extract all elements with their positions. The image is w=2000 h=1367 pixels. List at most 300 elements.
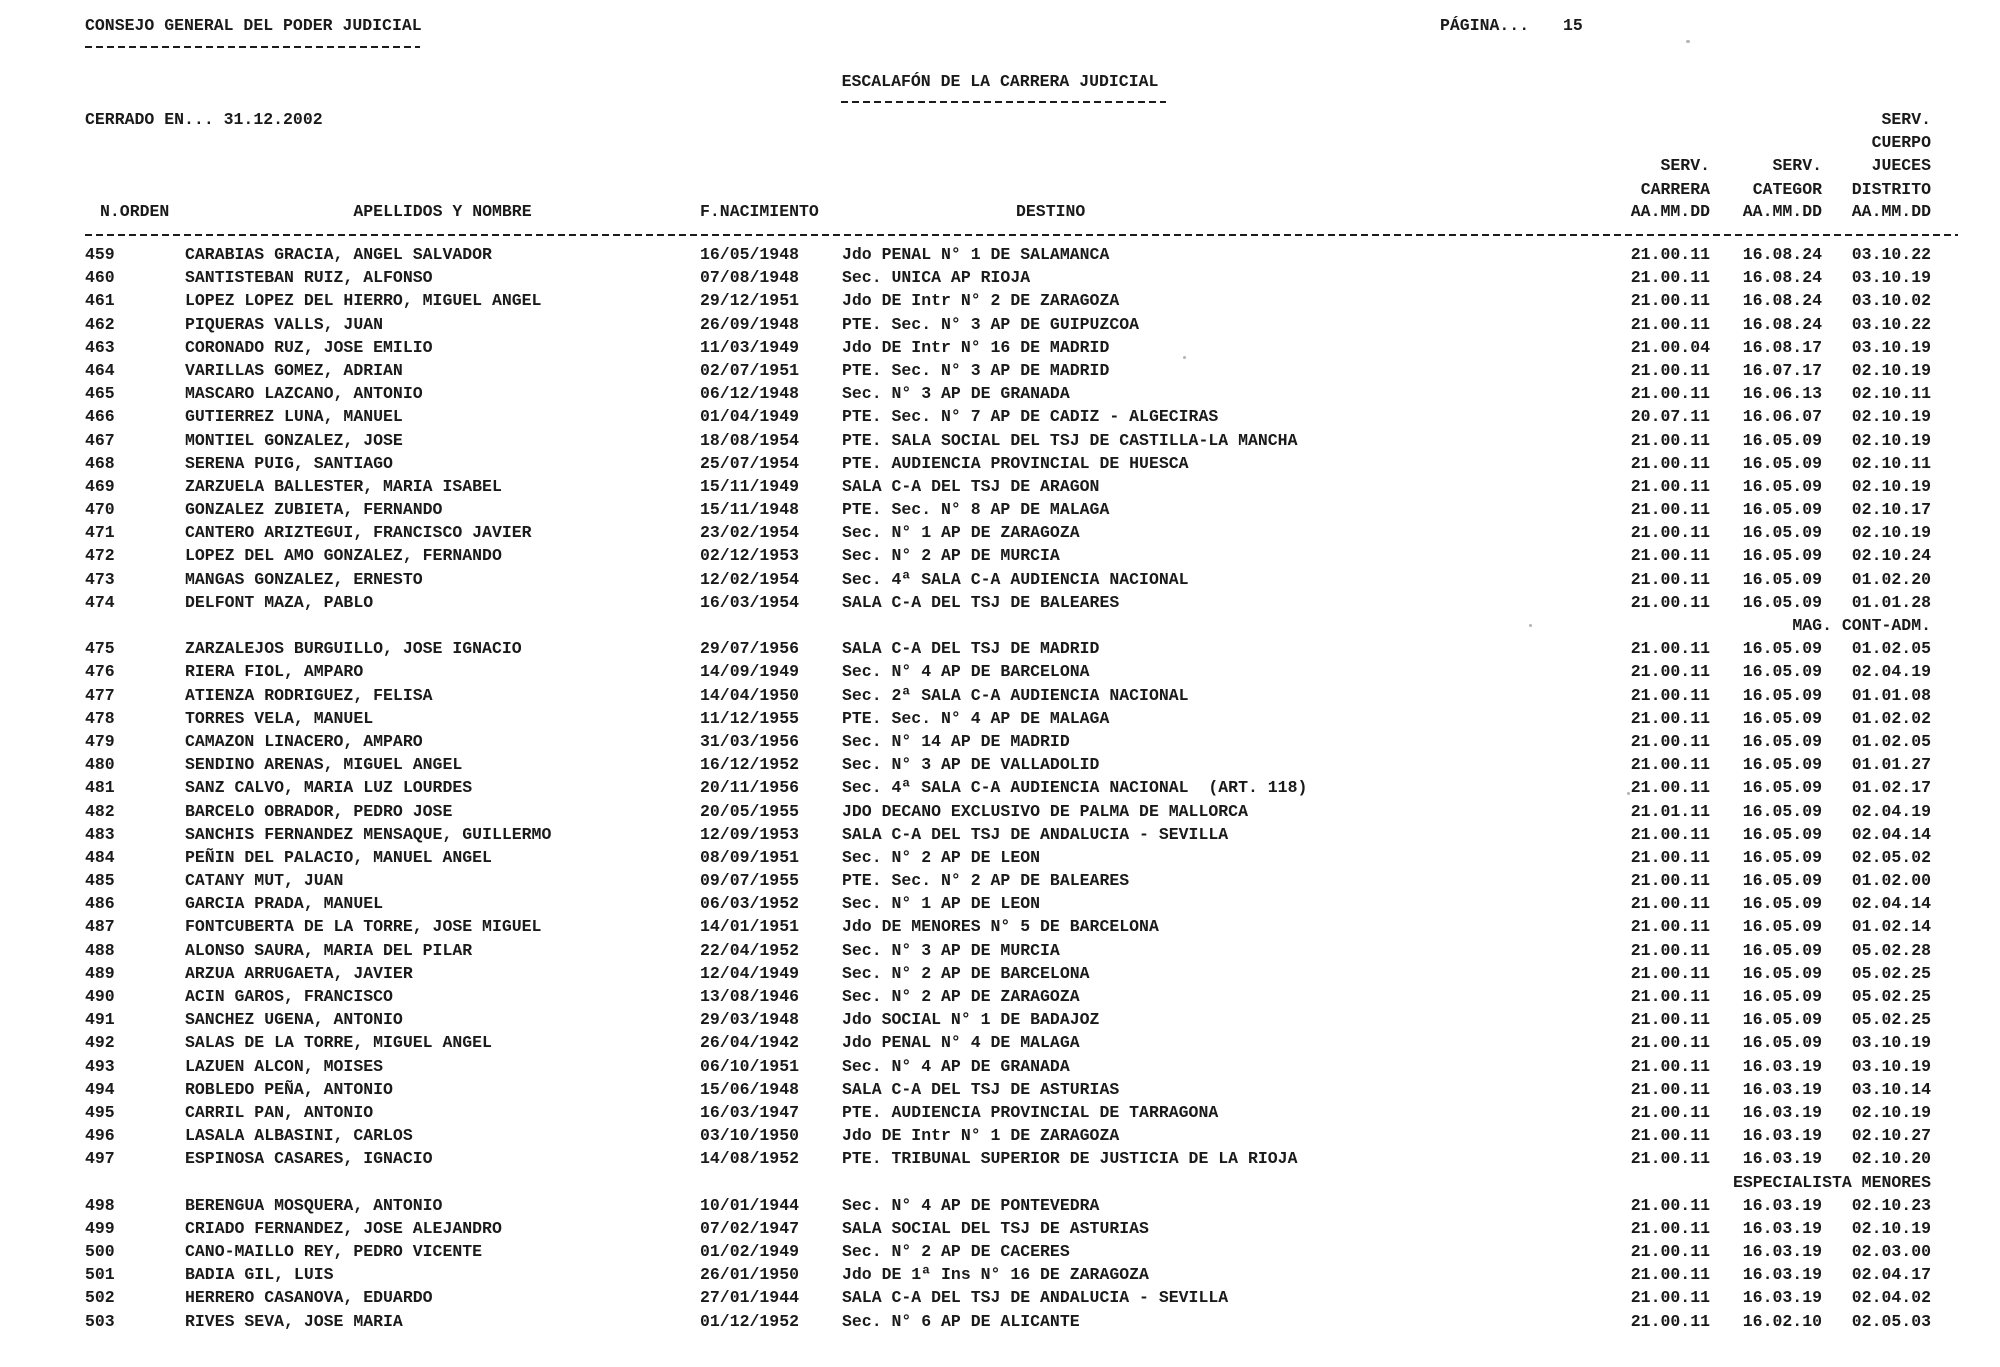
destination-cell: Sec. N° 2 AP DE BARCELONA xyxy=(842,963,1090,983)
serv-carrera-cell: 21.00.11 xyxy=(1630,245,1710,264)
document-title-underline xyxy=(841,101,1166,103)
serv-carrera-cell: 21.00.11 xyxy=(1630,1311,1710,1331)
serv-categor-cell: 16.05.09 xyxy=(1742,476,1822,496)
serv-carrera-cell: 21.00.11 xyxy=(1630,871,1710,891)
table-row xyxy=(85,359,1960,382)
birthdate-cell: 23/02/1954 xyxy=(700,523,800,543)
serv-carrera-cell: 21.00.11 xyxy=(1630,1218,1710,1238)
scan-artifact xyxy=(1627,792,1630,795)
table-row xyxy=(85,1194,1960,1217)
serv-cuerpo-cell: 01.01.28 xyxy=(1851,592,1931,612)
serv-cuerpo-cell: 05.02.25 xyxy=(1851,987,1931,1006)
order-number: 489 xyxy=(85,963,115,983)
serv-cuerpo-cell: 02.10.19 xyxy=(1851,523,1931,543)
order-number: 490 xyxy=(85,987,115,1006)
destination-cell: Sec. N° 4 AP DE GRANADA xyxy=(842,1056,1070,1076)
name-cell: ZARZUELA BALLESTER, MARIA ISABEL xyxy=(185,476,502,496)
serv-carrera-cell: 21.00.11 xyxy=(1630,268,1710,288)
closed-date-label: CERRADO EN... 31.12.2002 xyxy=(85,110,323,129)
name-cell: GARCIA PRADA, MANUEL xyxy=(185,894,384,914)
destination-cell: Jdo PENAL N° 1 DE SALAMANCA xyxy=(842,245,1110,264)
birthdate-cell: 09/07/1955 xyxy=(700,871,800,891)
serv-carrera-cell: 21.00.11 xyxy=(1630,360,1710,380)
header-destino: DESTINO xyxy=(1016,202,1086,221)
order-number: 478 xyxy=(85,708,115,728)
serv-header-line-2 xyxy=(1630,131,1960,154)
order-number: 479 xyxy=(85,731,115,751)
serv-categor-cell: 16.05.09 xyxy=(1742,755,1822,775)
order-number: 496 xyxy=(85,1126,115,1146)
table-row xyxy=(85,846,1960,869)
serv-carrera-cell: 21.00.11 xyxy=(1630,639,1710,659)
serv-carrera-cell: 21.00.11 xyxy=(1630,523,1710,543)
serv-cuerpo-cell: 02.04.19 xyxy=(1851,801,1931,821)
order-number: 502 xyxy=(85,1288,115,1308)
table-row xyxy=(85,776,1960,799)
serv-cuerpo-cell: 01.02.02 xyxy=(1851,708,1931,728)
birthdate-cell: 08/09/1951 xyxy=(700,847,800,867)
birthdate-cell: 14/01/1951 xyxy=(700,917,800,937)
order-number: 467 xyxy=(85,430,115,450)
order-number: 501 xyxy=(85,1265,115,1285)
scan-artifact xyxy=(1529,624,1532,627)
order-number: 484 xyxy=(85,847,115,867)
serv-categor-cell: 16.05.09 xyxy=(1742,871,1822,891)
group-label-row: ESPECIALISTA MENORES xyxy=(1732,1172,1931,1192)
name-cell: PEÑIN DEL PALACIO, MANUEL ANGEL xyxy=(185,847,492,867)
birthdate-cell: 11/03/1949 xyxy=(700,337,800,357)
destination-cell: Sec. N° 2 AP DE MURCIA xyxy=(842,546,1060,566)
table-row xyxy=(85,1310,1960,1333)
serv-carrera-cell: 21.00.11 xyxy=(1630,778,1710,798)
order-number: 497 xyxy=(85,1149,115,1169)
serv-carrera-cell: 21.00.11 xyxy=(1630,500,1710,520)
serv-categor-cell: 16.03.19 xyxy=(1742,1288,1822,1308)
birthdate-cell: 27/01/1944 xyxy=(700,1288,800,1308)
serv-header-label: SERV. xyxy=(1660,156,1710,176)
name-cell: ARZUA ARRUGAETA, JAVIER xyxy=(185,963,413,983)
order-number: 466 xyxy=(85,407,115,427)
order-number: 472 xyxy=(85,546,115,566)
serv-cuerpo-cell: 01.02.14 xyxy=(1851,917,1931,937)
header-aa-mm-dd: AA.MM.DD xyxy=(1742,202,1822,221)
name-cell: CARABIAS GRACIA, ANGEL SALVADOR xyxy=(185,245,492,264)
birthdate-cell: 07/02/1947 xyxy=(700,1218,800,1238)
serv-cuerpo-cell: 01.02.17 xyxy=(1851,778,1931,798)
serv-categor-cell: 16.05.09 xyxy=(1742,940,1822,960)
serv-categor-cell: 16.06.13 xyxy=(1742,384,1822,404)
destination-cell: PTE. Sec. N° 8 AP DE MALAGA xyxy=(842,500,1110,520)
birthdate-cell: 16/12/1952 xyxy=(700,755,800,775)
serv-cuerpo-cell: 02.10.19 xyxy=(1851,430,1931,450)
serv-carrera-cell: 21.00.11 xyxy=(1630,430,1710,450)
serv-categor-cell: 16.05.09 xyxy=(1742,453,1822,473)
serv-carrera-cell: 21.00.11 xyxy=(1630,987,1710,1006)
birthdate-cell: 02/12/1953 xyxy=(700,546,800,566)
destination-cell: PTE. AUDIENCIA PROVINCIAL DE TARRAGONA xyxy=(842,1102,1219,1122)
name-cell: PIQUERAS VALLS, JUAN xyxy=(185,314,384,334)
serv-categor-cell: 16.05.09 xyxy=(1742,1010,1822,1030)
birthdate-cell: 01/04/1949 xyxy=(700,407,800,427)
destination-cell: Sec. N° 1 AP DE ZARAGOZA xyxy=(842,523,1080,543)
name-cell: SANCHEZ UGENA, ANTONIO xyxy=(185,1010,403,1030)
serv-carrera-cell: 21.00.11 xyxy=(1630,1195,1710,1215)
name-cell: CARRIL PAN, ANTONIO xyxy=(185,1102,374,1122)
destination-cell: PTE. Sec. N° 7 AP DE CADIZ - ALGECIRAS xyxy=(842,407,1219,427)
name-cell: BADIA GIL, LUIS xyxy=(185,1265,334,1285)
header-n-orden: N.ORDEN xyxy=(100,202,170,221)
name-cell: RIVES SEVA, JOSE MARIA xyxy=(185,1311,403,1331)
order-number: 463 xyxy=(85,337,115,357)
serv-cuerpo-cell: 03.10.19 xyxy=(1851,268,1931,288)
serv-cuerpo-cell: 02.04.14 xyxy=(1851,824,1931,844)
serv-carrera-cell: 21.00.11 xyxy=(1630,824,1710,844)
birthdate-cell: 31/03/1956 xyxy=(700,731,800,751)
order-number: 483 xyxy=(85,824,115,844)
serv-cuerpo-cell: 05.02.28 xyxy=(1851,940,1931,960)
serv-categor-cell: 16.05.09 xyxy=(1742,917,1822,937)
serv-cuerpo-cell: 02.10.23 xyxy=(1851,1195,1931,1215)
name-cell: BARCELO OBRADOR, PEDRO JOSE xyxy=(185,801,453,821)
serv-carrera-cell: 21.00.11 xyxy=(1630,1126,1710,1146)
birthdate-cell: 06/12/1948 xyxy=(700,384,800,404)
serv-categor-cell: 16.05.09 xyxy=(1742,801,1822,821)
destination-cell: Jdo DE Intr N° 16 DE MADRID xyxy=(842,337,1110,357)
destination-cell: PTE. Sec. N° 3 AP DE GUIPUZCOA xyxy=(842,314,1140,334)
destination-cell: Jdo SOCIAL N° 1 DE BADAJOZ xyxy=(842,1010,1100,1030)
service-columns-header xyxy=(1630,108,1960,201)
destination-cell: Jdo DE Intr N° 1 DE ZARAGOZA xyxy=(842,1126,1120,1146)
serv-carrera-cell: 21.00.11 xyxy=(1630,384,1710,404)
order-number: 461 xyxy=(85,291,115,311)
serv-categor-cell: 16.05.09 xyxy=(1742,731,1822,751)
table-row xyxy=(85,869,1960,892)
birthdate-cell: 22/04/1952 xyxy=(700,940,800,960)
order-number: 495 xyxy=(85,1102,115,1122)
table-row xyxy=(85,266,1960,289)
order-number: 486 xyxy=(85,894,115,914)
table-row xyxy=(85,637,1960,660)
serv-categor-cell: 16.05.09 xyxy=(1742,778,1822,798)
order-number: 464 xyxy=(85,360,115,380)
serv-carrera-cell: 21.00.11 xyxy=(1630,940,1710,960)
birthdate-cell: 01/12/1952 xyxy=(700,1311,800,1331)
serv-categor-cell: 16.05.09 xyxy=(1742,639,1822,659)
serv-carrera-cell: 21.00.11 xyxy=(1630,1242,1710,1262)
serv-categor-cell: 16.05.09 xyxy=(1742,662,1822,682)
serv-cuerpo-cell: 03.10.22 xyxy=(1851,314,1931,334)
serv-header-label: SERV. xyxy=(1772,156,1822,176)
serv-carrera-cell: 21.00.11 xyxy=(1630,894,1710,914)
serv-carrera-cell: 21.00.11 xyxy=(1630,546,1710,566)
serv-cuerpo-cell: 03.10.19 xyxy=(1851,337,1931,357)
serv-header-label: CUERPO xyxy=(1871,133,1931,153)
birthdate-cell: 03/10/1950 xyxy=(700,1126,800,1146)
order-number: 503 xyxy=(85,1311,115,1331)
name-cell: ROBLEDO PEÑA, ANTONIO xyxy=(185,1079,393,1099)
order-number: 480 xyxy=(85,755,115,775)
destination-cell: Sec. UNICA AP RIOJA xyxy=(842,268,1031,288)
page-label: PÁGINA... xyxy=(1440,16,1530,35)
order-number: 485 xyxy=(85,871,115,891)
destination-cell: Sec. N° 2 AP DE LEON xyxy=(842,847,1041,867)
destination-cell: PTE. TRIBUNAL SUPERIOR DE JUSTICIA DE LA RIOJA xyxy=(842,1149,1298,1169)
serv-carrera-cell: 21.00.11 xyxy=(1630,453,1710,473)
table-row xyxy=(85,1240,1960,1263)
name-cell: SERENA PUIG, SANTIAGO xyxy=(185,453,393,473)
destination-cell: SALA C-A DEL TSJ DE ARAGON xyxy=(842,476,1100,496)
table-row xyxy=(85,475,1960,498)
order-number: 487 xyxy=(85,917,115,937)
destination-cell: JDO DECANO EXCLUSIVO DE PALMA DE MALLORCA xyxy=(842,801,1248,821)
table-row xyxy=(85,962,1960,985)
empty-cell xyxy=(1630,131,1742,154)
birthdate-cell: 26/04/1942 xyxy=(700,1033,800,1053)
serv-header-label: CATEGOR xyxy=(1752,179,1822,199)
serv-cuerpo-cell: 02.10.27 xyxy=(1851,1126,1931,1146)
serv-cuerpo-cell: 03.10.02 xyxy=(1851,291,1931,311)
destination-cell: PTE. Sec. N° 3 AP DE MADRID xyxy=(842,360,1110,380)
order-number: 469 xyxy=(85,476,115,496)
table-row xyxy=(85,544,1960,567)
serv-categor-cell: 16.05.09 xyxy=(1742,430,1822,450)
header-aa-mm-dd: AA.MM.DD xyxy=(1851,202,1931,221)
serv-carrera-cell: 21.00.11 xyxy=(1630,1056,1710,1076)
name-cell: ZARZALEJOS BURGUILLO, JOSE IGNACIO xyxy=(185,639,522,659)
header-apellidos: APELLIDOS Y NOMBRE xyxy=(353,202,532,221)
name-cell: SALAS DE LA TORRE, MIGUEL ANGEL xyxy=(185,1033,492,1053)
empty-cell xyxy=(1742,108,1851,131)
serv-cuerpo-cell: 02.10.19 xyxy=(1851,407,1931,427)
serv-carrera-cell: 21.00.11 xyxy=(1630,917,1710,937)
name-cell: MANGAS GONZALEZ, ERNESTO xyxy=(185,569,423,589)
destination-cell: PTE. AUDIENCIA PROVINCIAL DE HUESCA xyxy=(842,453,1189,473)
table-row xyxy=(85,939,1960,962)
name-cell: LAZUEN ALCON, MOISES xyxy=(185,1056,384,1076)
serv-header-label: SERV. xyxy=(1881,110,1931,129)
serv-carrera-cell: 21.00.11 xyxy=(1630,708,1710,728)
birthdate-cell: 16/03/1947 xyxy=(700,1102,800,1122)
serv-carrera-cell: 21.00.11 xyxy=(1630,314,1710,334)
serv-cuerpo-cell: 01.02.05 xyxy=(1851,731,1931,751)
order-number: 462 xyxy=(85,314,115,334)
serv-cuerpo-cell: 01.01.08 xyxy=(1851,685,1931,705)
birthdate-cell: 14/04/1950 xyxy=(700,685,800,705)
birthdate-cell: 12/04/1949 xyxy=(700,963,800,983)
serv-cuerpo-cell: 02.10.17 xyxy=(1851,500,1931,520)
table-row xyxy=(85,800,1960,823)
serv-cuerpo-cell: 02.04.19 xyxy=(1851,662,1931,682)
document-title: ESCALAFÓN DE LA CARRERA JUDICIAL xyxy=(841,72,1159,91)
name-cell: HERRERO CASANOVA, EDUARDO xyxy=(185,1288,433,1308)
serv-categor-cell: 16.08.24 xyxy=(1742,314,1822,334)
table-row xyxy=(85,1031,1960,1054)
serv-categor-cell: 16.05.09 xyxy=(1742,592,1822,612)
serv-cuerpo-cell: 01.02.05 xyxy=(1851,639,1931,659)
serv-categor-cell: 16.05.09 xyxy=(1742,569,1822,589)
serv-cuerpo-cell: 01.02.20 xyxy=(1851,569,1931,589)
birthdate-cell: 13/08/1946 xyxy=(700,987,800,1006)
serv-cuerpo-cell: 03.10.22 xyxy=(1851,245,1931,264)
destination-cell: SALA C-A DEL TSJ DE MADRID xyxy=(842,639,1100,659)
table-row xyxy=(85,313,1960,336)
table-row xyxy=(85,1286,1960,1309)
serv-header-line-1 xyxy=(1630,108,1960,131)
serv-cuerpo-cell: 02.10.24 xyxy=(1851,546,1931,566)
serv-categor-cell: 16.05.09 xyxy=(1742,987,1822,1006)
birthdate-cell: 06/10/1951 xyxy=(700,1056,800,1076)
table-row xyxy=(85,405,1960,428)
destination-cell: Sec. N° 3 AP DE MURCIA xyxy=(842,940,1060,960)
serv-header-label: DISTRITO xyxy=(1851,179,1931,199)
serv-categor-cell: 16.05.09 xyxy=(1742,963,1822,983)
serv-carrera-cell: 21.00.11 xyxy=(1630,1102,1710,1122)
serv-carrera-cell: 21.00.11 xyxy=(1630,1033,1710,1053)
serv-cuerpo-cell: 05.02.25 xyxy=(1851,1010,1931,1030)
destination-cell: SALA C-A DEL TSJ DE ANDALUCIA - SEVILLA xyxy=(842,1288,1229,1308)
name-cell: ESPINOSA CASARES, IGNACIO xyxy=(185,1149,433,1169)
serv-categor-cell: 16.05.09 xyxy=(1742,500,1822,520)
destination-cell: Sec. N° 6 AP DE ALICANTE xyxy=(842,1311,1080,1331)
serv-carrera-cell: 21.00.11 xyxy=(1630,731,1710,751)
birthdate-cell: 11/12/1955 xyxy=(700,708,800,728)
order-number: 471 xyxy=(85,523,115,543)
serv-categor-cell: 16.05.09 xyxy=(1742,1033,1822,1053)
destination-cell: Sec. N° 3 AP DE VALLADOLID xyxy=(842,755,1100,775)
serv-cuerpo-cell: 01.01.27 xyxy=(1851,755,1931,775)
header-f-nacimiento: F.NACIMIENTO xyxy=(700,202,819,221)
destination-cell: Sec. N° 3 AP DE GRANADA xyxy=(842,384,1070,404)
table-row xyxy=(85,660,1960,683)
table-row xyxy=(85,1263,1960,1286)
serv-categor-cell: 16.05.09 xyxy=(1742,523,1822,543)
serv-carrera-cell: 21.00.11 xyxy=(1630,1079,1710,1099)
birthdate-cell: 29/12/1951 xyxy=(700,291,800,311)
table-row xyxy=(85,753,1960,776)
serv-categor-cell: 16.03.19 xyxy=(1742,1056,1822,1076)
destination-cell: SALA C-A DEL TSJ DE BALEARES xyxy=(842,592,1120,612)
table-row xyxy=(85,892,1960,915)
table-separator-line xyxy=(85,234,1958,236)
serv-carrera-cell: 21.00.11 xyxy=(1630,847,1710,867)
birthdate-cell: 12/02/1954 xyxy=(700,569,800,589)
destination-cell: SALA C-A DEL TSJ DE ASTURIAS xyxy=(842,1079,1120,1099)
serv-categor-cell: 16.08.24 xyxy=(1742,291,1822,311)
serv-categor-cell: 16.03.19 xyxy=(1742,1265,1822,1285)
serv-categor-cell: 16.03.19 xyxy=(1742,1195,1822,1215)
birthdate-cell: 15/11/1949 xyxy=(700,476,800,496)
table-row xyxy=(85,1101,1960,1124)
order-number: 494 xyxy=(85,1079,115,1099)
table-row xyxy=(85,1055,1960,1078)
serv-cuerpo-cell: 03.10.14 xyxy=(1851,1079,1931,1099)
birthdate-cell: 18/08/1954 xyxy=(700,430,800,450)
serv-cuerpo-cell: 02.10.11 xyxy=(1851,384,1931,404)
destination-cell: Sec. N° 2 AP DE ZARAGOZA xyxy=(842,987,1080,1006)
destination-cell: Sec. 2ª SALA C-A AUDIENCIA NACIONAL xyxy=(842,685,1189,705)
order-number: 499 xyxy=(85,1218,115,1238)
empty-cell xyxy=(1742,131,1851,154)
table-row xyxy=(85,707,1960,730)
table-row xyxy=(85,382,1960,405)
serv-cuerpo-cell: 02.04.17 xyxy=(1851,1265,1931,1285)
column-headers-row xyxy=(85,200,1960,223)
order-number: 477 xyxy=(85,685,115,705)
name-cell: MASCARO LAZCANO, ANTONIO xyxy=(185,384,423,404)
order-number: 493 xyxy=(85,1056,115,1076)
order-number: 476 xyxy=(85,662,115,682)
table-row xyxy=(85,823,1960,846)
organization-underline xyxy=(85,46,420,48)
serv-carrera-cell: 21.00.04 xyxy=(1630,337,1710,357)
serv-categor-cell: 16.08.17 xyxy=(1742,337,1822,357)
birthdate-cell: 14/08/1952 xyxy=(700,1149,800,1169)
serv-categor-cell: 16.05.09 xyxy=(1742,824,1822,844)
order-number: 492 xyxy=(85,1033,115,1053)
serv-cuerpo-cell: 02.10.19 xyxy=(1851,1102,1931,1122)
header-aa-mm-dd: AA.MM.DD xyxy=(1630,202,1710,221)
destination-cell: Sec. N° 14 AP DE MADRID xyxy=(842,731,1070,751)
serv-categor-cell: 16.05.09 xyxy=(1742,708,1822,728)
destination-cell: Sec. N° 4 AP DE BARCELONA xyxy=(842,662,1090,682)
table-row xyxy=(85,498,1960,521)
birthdate-cell: 26/09/1948 xyxy=(700,314,800,334)
name-cell: CATANY MUT, JUAN xyxy=(185,871,344,891)
birthdate-cell: 29/03/1948 xyxy=(700,1010,800,1030)
birthdate-cell: 07/08/1948 xyxy=(700,268,800,288)
serv-carrera-cell: 21.00.11 xyxy=(1630,476,1710,496)
name-cell: RIERA FIOL, AMPARO xyxy=(185,662,364,682)
order-number: 500 xyxy=(85,1242,115,1262)
name-cell: CANTERO ARIZTEGUI, FRANCISCO JAVIER xyxy=(185,523,532,543)
serv-categor-cell: 16.03.19 xyxy=(1742,1079,1822,1099)
birthdate-cell: 10/01/1944 xyxy=(700,1195,800,1215)
birthdate-cell: 12/09/1953 xyxy=(700,824,800,844)
name-cell: SENDINO ARENAS, MIGUEL ANGEL xyxy=(185,755,463,775)
order-number: 491 xyxy=(85,1010,115,1030)
serv-categor-cell: 16.08.24 xyxy=(1742,245,1822,264)
serv-categor-cell: 16.07.17 xyxy=(1742,360,1822,380)
destination-cell: Sec. N° 1 AP DE LEON xyxy=(842,894,1041,914)
group-label-row: MAG. CONT-ADM. xyxy=(1792,616,1931,635)
organization-title: CONSEJO GENERAL DEL PODER JUDICIAL xyxy=(85,16,422,35)
order-number: 498 xyxy=(85,1195,115,1215)
birthdate-cell: 26/01/1950 xyxy=(700,1265,800,1285)
name-cell: CAMAZON LINACERO, AMPARO xyxy=(185,731,423,751)
order-number: 465 xyxy=(85,384,115,404)
table-row xyxy=(85,684,1960,707)
serv-cuerpo-cell: 02.04.02 xyxy=(1851,1288,1931,1308)
birthdate-cell: 16/03/1954 xyxy=(700,592,800,612)
serv-cuerpo-cell: 02.10.11 xyxy=(1851,453,1931,473)
table-row xyxy=(85,521,1960,544)
serv-categor-cell: 16.02.10 xyxy=(1742,1311,1822,1331)
name-cell: ALONSO SAURA, MARIA DEL PILAR xyxy=(185,940,473,960)
serv-cuerpo-cell: 02.10.19 xyxy=(1851,476,1931,496)
serv-categor-cell: 16.05.09 xyxy=(1742,894,1822,914)
birthdate-cell: 01/02/1949 xyxy=(700,1242,800,1262)
table-row xyxy=(85,1008,1960,1031)
name-cell: CRIADO FERNANDEZ, JOSE ALEJANDRO xyxy=(185,1218,502,1238)
serv-carrera-cell: 21.00.11 xyxy=(1630,685,1710,705)
name-cell: DELFONT MAZA, PABLO xyxy=(185,592,374,612)
serv-cuerpo-cell: 02.10.19 xyxy=(1851,1218,1931,1238)
birthdate-cell: 15/06/1948 xyxy=(700,1079,800,1099)
serv-header-line-4 xyxy=(1630,178,1960,201)
serv-cuerpo-cell: 03.10.19 xyxy=(1851,1056,1931,1076)
table-body xyxy=(85,243,1960,1333)
serv-carrera-cell: 21.00.11 xyxy=(1630,963,1710,983)
